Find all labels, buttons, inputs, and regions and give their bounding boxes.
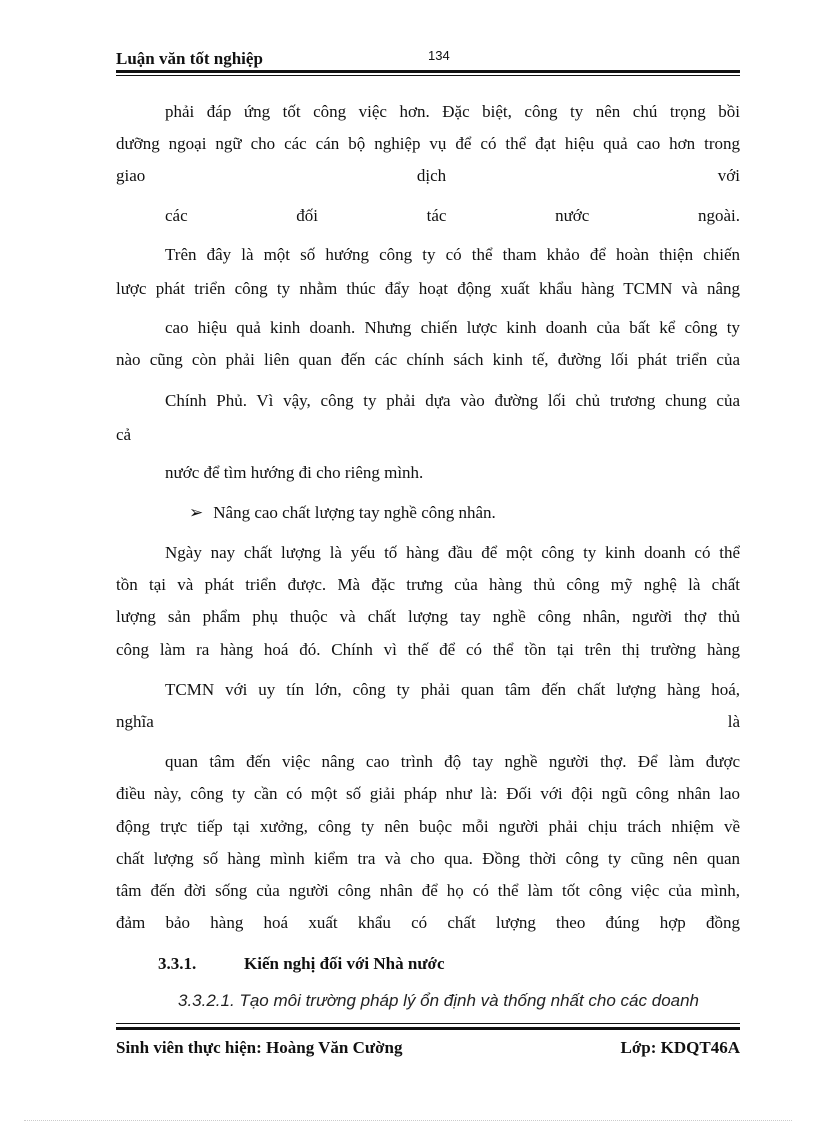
body-line: cả [116,425,132,444]
footer-student: Sinh viên thực hiện: Hoàng Văn Cường [116,1038,403,1057]
footer-rule-thick [116,1027,740,1030]
section-title: Kiến nghị đối với Nhà nước [244,954,445,973]
body-line: công làm ra hàng hoá đó. Chính vì thế để có thể tồn tại trên thị trường hàng [116,640,740,659]
arrowhead-bullet-icon: ➢ [189,503,204,522]
body-line: giao dịch với [116,166,740,185]
body-line: dưỡng ngoại ngữ cho các cán bộ nghiệp vụ để có thể đạt hiệu quả cao hơn trong [116,134,740,153]
header-rule-thick [116,70,740,73]
page-bottom-divider [24,1120,792,1121]
body-line: nước để tìm hướng đi cho riêng mình. [165,463,424,482]
body-line: nghĩa là [116,712,740,731]
body-line: động trực tiếp tại xưởng, công ty nên buộc mỗi người phải chịu trách nhiệm về [116,817,740,836]
footer-rule-thin [116,1023,740,1024]
header-title: Luận văn tốt nghiệp [116,49,263,68]
body-line: lượng sản phẩm phụ thuộc và chất lượng tay nghề công nhân, người thợ thủ [116,607,740,626]
page-number: 134 [428,48,450,63]
body-line: tồn tại và phát triển được. Mà đặc trưng của hàng thủ công mỹ nghệ là chất [116,575,740,594]
bullet-text: Nâng cao chất lượng tay nghề công nhân. [213,503,496,522]
body-line: Chính Phủ. Vì vậy, công ty phải dựa vào đường lối chủ trương chung của [165,391,740,410]
header-rule-thin [116,75,740,76]
body-line: các đối tác nước ngoài. [165,206,740,225]
footer-class: Lớp: KDQT46A [620,1038,740,1057]
body-line: cao hiệu quả kinh doanh. Nhưng chiến lược kinh doanh của bất kể công ty [165,318,740,337]
body-line: TCMN với uy tín lớn, công ty phải quan tâm đến chất lượng hàng hoá, [165,680,740,699]
body-line: phải đáp ứng tốt công việc hơn. Đặc biệt, công ty nên chú trọng bồi [165,102,740,121]
body-line: điều này, công ty cần có một số giải pháp như là: Đối với đội ngũ công nhân lao [116,784,740,803]
section-number: 3.3.1. [158,954,197,973]
body-line: quan tâm đến việc nâng cao trình độ tay nghề người thợ. Để làm được [165,752,740,771]
body-line: tâm đến đời sống của người công nhân để họ có thể làm tốt công việc của mình, [116,881,740,900]
body-line: chất lượng số hàng mình kiểm tra và cho qua. Đồng thời công ty cũng nên quan [116,849,740,868]
body-line: đảm bảo hàng hoá xuất khẩu có chất lượng theo đúng hợp đồng [116,913,740,932]
subsection-heading: 3.3.2.1. Tạo môi trường pháp lý ổn định và thống nhất cho các doanh [178,991,700,1010]
body-line: Ngày nay chất lượng là yếu tố hàng đầu để một công ty kinh doanh có thể [165,543,740,562]
bullet-item [189,503,496,523]
section-heading [158,954,445,974]
body-line: Trên đây là một số hướng công ty có thể tham khảo để hoàn thiện chiến [165,245,740,264]
body-line: nào cũng còn phải liên quan đến các chính sách kinh tế, đường lối phát triển của [116,350,740,369]
body-line: lược phát triển công ty nhằm thúc đẩy hoạt động xuất khẩu hàng TCMN và nâng [116,279,740,298]
